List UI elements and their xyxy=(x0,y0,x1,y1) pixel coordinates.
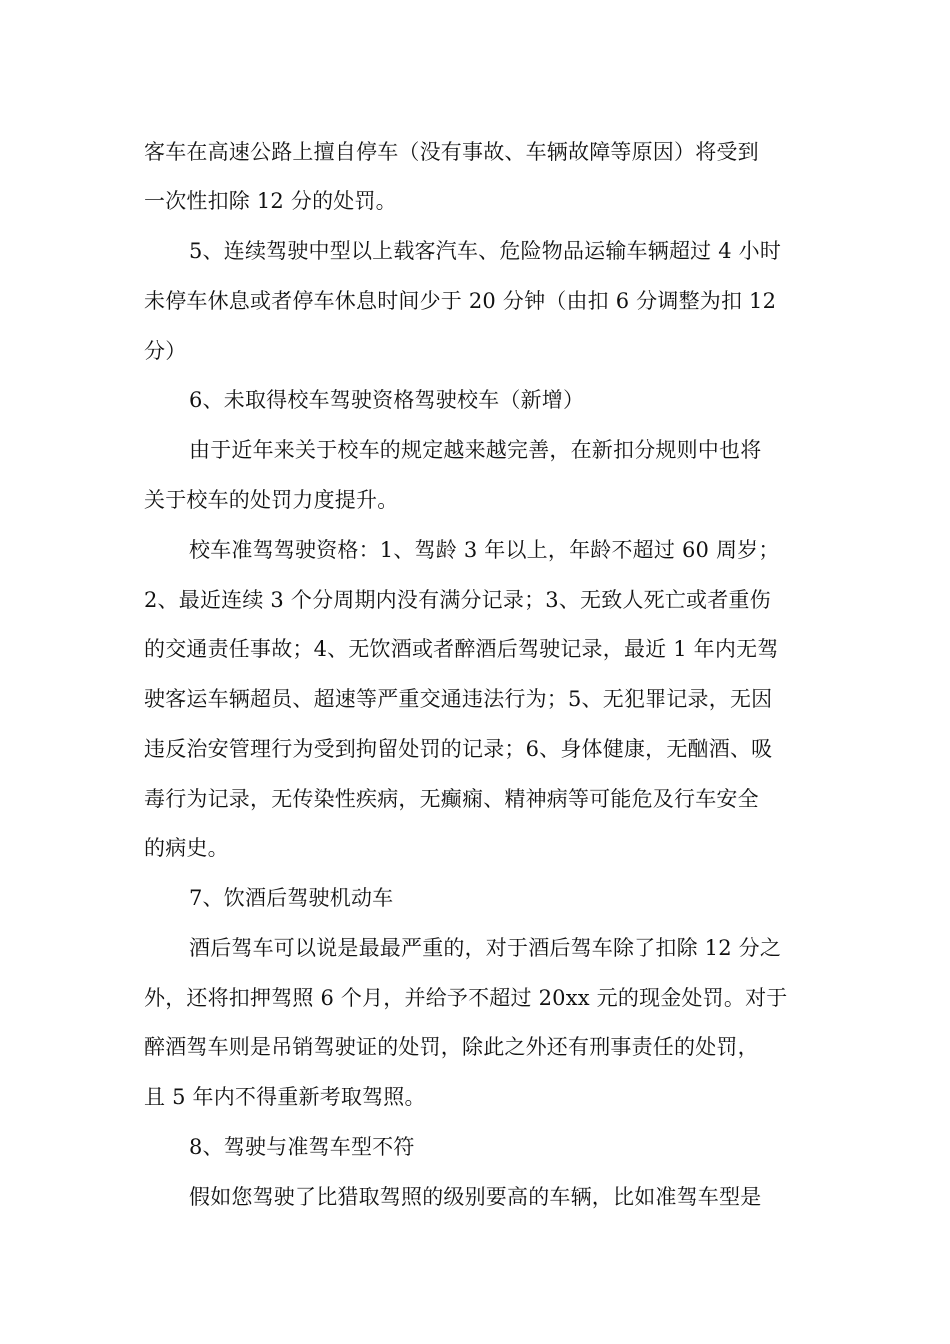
text-line: 关于校车的处罚力度提升。 xyxy=(144,488,399,512)
text-line: 且 5 年内不得重新考取驾照。 xyxy=(144,1085,426,1109)
text-line: 的病史。 xyxy=(144,836,229,860)
text-line: 分） xyxy=(144,339,187,363)
text-line: 醉酒驾车则是吊销驾驶证的处罚，除此之外还有刑事责任的处罚， xyxy=(144,1035,759,1059)
text-line: 校车准驾驾驶资格：1、驾龄 3 年以上，年龄不超过 60 周岁； xyxy=(189,538,780,562)
text-line: 客车在高速公路上擅自停车（没有事故、车辆故障等原因）将受到 xyxy=(144,140,759,164)
text-line: 未停车休息或者停车休息时间少于 20 分钟（由扣 6 分调整为扣 12 xyxy=(144,289,777,313)
text-line: 的交通责任事故；4、无饮酒或者醉酒后驾驶记录，最近 1 年内无驾 xyxy=(144,637,779,661)
item-5-heading: 5、连续驾驶中型以上载客汽车、危险物品运输车辆超过 4 小时 xyxy=(189,239,782,263)
item-7-heading: 7、饮酒后驾驶机动车 xyxy=(189,886,394,910)
item-8-heading: 8、驾驶与准驾车型不符 xyxy=(189,1135,415,1159)
text-line: 由于近年来关于校车的规定越来越完善，在新扣分规则中也将 xyxy=(189,438,762,462)
text-line: 毒行为记录，无传染性疾病，无癫痫、精神病等可能危及行车安全 xyxy=(144,787,759,811)
text-line: 外，还将扣押驾照 6 个月，并给予不超过 20xx 元的现金处罚。对于 xyxy=(144,986,788,1010)
text-line: 违反治安管理行为受到拘留处罚的记录；6、身体健康，无酗酒、吸 xyxy=(144,737,773,761)
text-line: 酒后驾车可以说是最最严重的，对于酒后驾车除了扣除 12 分之 xyxy=(189,936,782,960)
item-6-heading: 6、未取得校车驾驶资格驾驶校车（新增） xyxy=(189,388,585,412)
text-line: 假如您驾驶了比猎取驾照的级别要高的车辆，比如准驾车型是 xyxy=(189,1185,762,1209)
text-line: 2、最近连续 3 个分周期内没有满分记录；3、无致人死亡或者重伤 xyxy=(144,588,771,612)
text-line: 驶客运车辆超员、超速等严重交通违法行为；5、无犯罪记录，无因 xyxy=(144,687,773,711)
text-line: 一次性扣除 12 分的处罚。 xyxy=(144,189,397,213)
